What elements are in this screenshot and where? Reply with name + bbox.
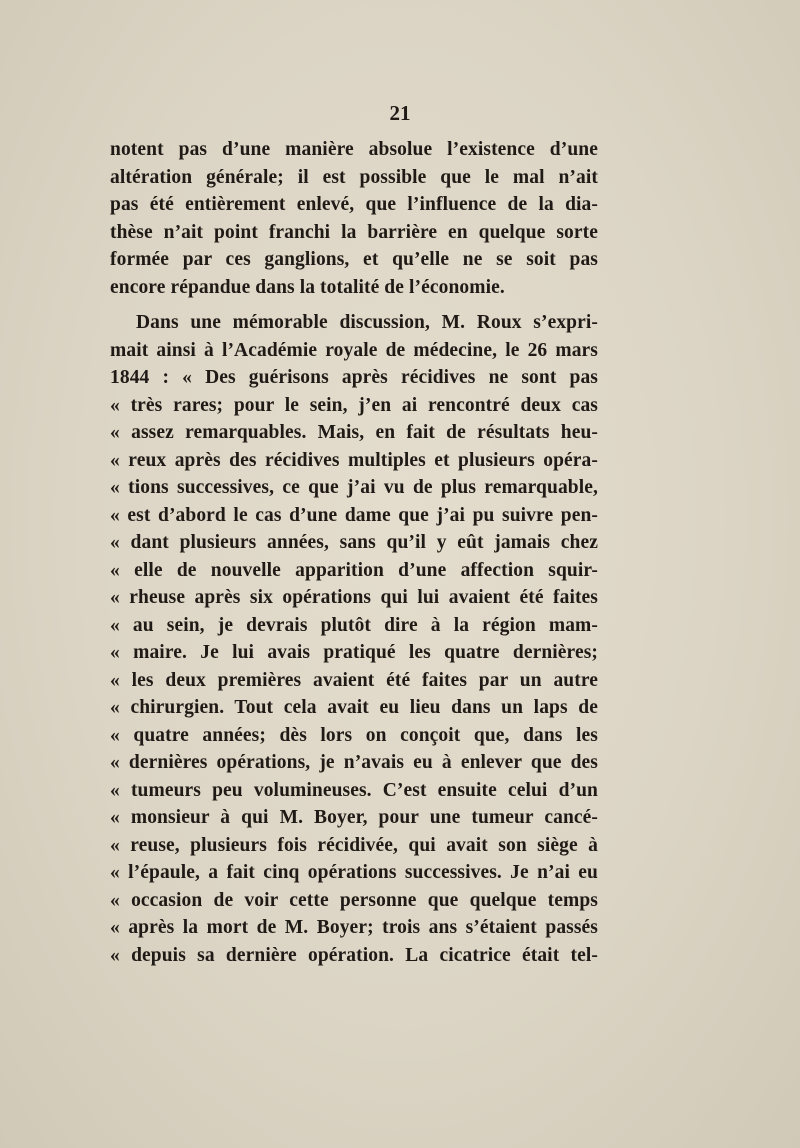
text-line: « tumeurs peu volumineuses. C’est ensuite celui d’un (110, 779, 598, 801)
text-line: notent pas d’une manière absolue l’existence d’une (110, 139, 598, 160)
text-line: « les deux premières avaient été faites par un autre (110, 669, 598, 691)
text-line: encore répandue dans la totalité de l’économie. (110, 276, 505, 298)
text-line: pas été entièrement enlevé, que l’influence de la dia- (110, 194, 598, 215)
text-line: « est d’abord le cas d’une dame que j’ai pu suivre pen- (110, 504, 598, 526)
text-line: « reux après des récidives multiples et plusieurs opéra- (110, 449, 598, 471)
text-line: « l’épaule, a fait cinq opérations successives. Je n’ai eu (110, 862, 598, 883)
text-line: « elle de nouvelle apparition d’une affection squir- (110, 559, 598, 581)
text-line: « après la mort de M. Boyer; trois ans s’étaient passés (110, 917, 598, 938)
text-line: « très rares; pour le sein, j’en ai rencontré deux cas (110, 394, 598, 416)
text-line: « occasion de voir cette personne que quelque temps (110, 889, 598, 911)
text-line: mait ainsi à l’Académie royale de médecine, le 26 mars (110, 339, 598, 361)
paragraph-2 (110, 309, 598, 969)
paragraph-gap (110, 301, 598, 309)
text-line: « tions successives, ce que j’ai vu de plus remarquable, (110, 477, 598, 498)
text-line: « chirurgien. Tout cela avait eu lieu dans un laps de (110, 697, 598, 718)
text-line: altération générale; il est possible que le mal n’ait (110, 166, 598, 188)
text-line: « monsieur à qui M. Boyer, pour une tumeur cancé- (110, 807, 598, 828)
text-line: « assez remarquables. Mais, en fait de résultats heu- (110, 422, 598, 443)
body-text (110, 136, 598, 969)
text-line: « quatre années; dès lors on conçoit que, dans les (110, 724, 598, 746)
paragraph-1 (110, 136, 598, 301)
text-line: « dant plusieurs années, sans qu’il y eût jamais chez (110, 532, 598, 553)
text-line: Dans une mémorable discussion, M. Roux s’expri- (136, 312, 598, 333)
text-line: « depuis sa dernière opération. La cicatrice était tel- (110, 944, 598, 966)
text-line: « au sein, je devrais plutôt dire à la région mam- (110, 614, 598, 636)
text-line: « maire. Je lui avais pratiqué les quatre dernières; (110, 642, 598, 663)
page-number: 21 (389, 101, 411, 125)
text-line: « dernières opérations, je n’avais eu à enlever que des (110, 752, 598, 773)
text-line: « reuse, plusieurs fois récidivée, qui avait son siège à (110, 834, 598, 856)
text-line: 1844 : « Des guérisons après récidives ne sont pas (110, 367, 598, 388)
text-line: thèse n’ait point franchi la barrière en quelque sorte (110, 221, 598, 243)
text-line: « rheuse après six opérations qui lui avaient été faites (110, 587, 598, 608)
text-line: formée par ces ganglions, et qu’elle ne se soit pas (110, 249, 598, 270)
